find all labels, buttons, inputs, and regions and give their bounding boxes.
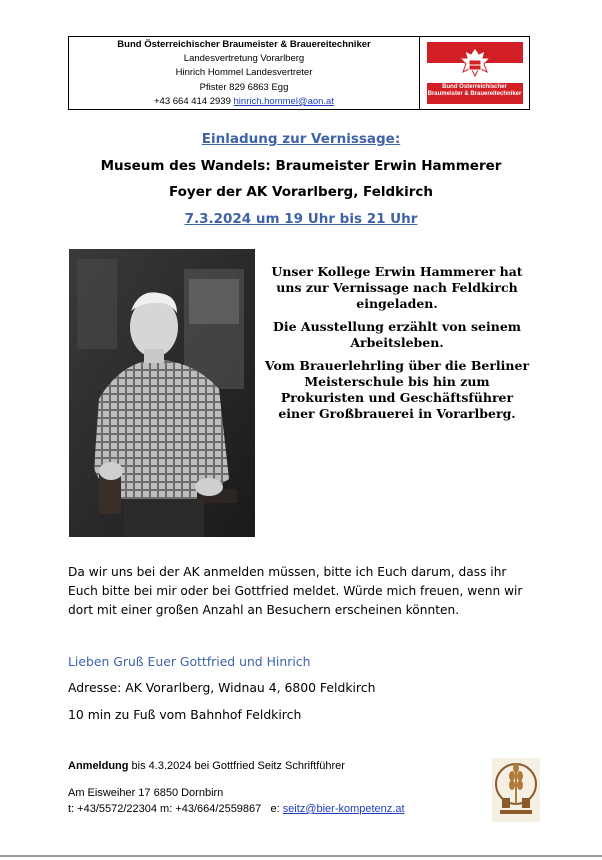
invitation-heading: Einladung zur Vernissage: — [201, 131, 401, 147]
representative: Hinrich Hommel Landesvertreter — [175, 67, 313, 79]
footer-contact — [68, 801, 488, 817]
registration-footer — [68, 758, 488, 817]
event-location: Foyer der AK Vorarlberg, Feldkirch — [168, 184, 434, 200]
intro-paragraph: Vom Brauerlehrling über die Berliner Meisterschule bis hin zum Prokuristen und Geschäftsführer einer Großbrauerei in Vorarlberg. — [264, 358, 530, 421]
registration-line — [68, 758, 488, 774]
intro-paragraph: Die Ausstellung erzählt von seinem Arbeitsleben. — [273, 319, 521, 350]
eagle-emblem-icon — [457, 46, 493, 80]
association-logo — [427, 42, 523, 104]
event-title: Museum des Wandels: Braumeister Erwin Hammerer — [100, 158, 502, 174]
footer-street: Am Eisweiher 17 6850 Dornbirn — [68, 787, 224, 799]
contact-line — [69, 95, 419, 109]
walking-directions: 10 min zu Fuß vom Bahnhof Feldkirch — [68, 707, 302, 722]
wheat-icon — [492, 758, 540, 822]
email-link[interactable]: hinrich.hommel@aon.at — [233, 95, 334, 107]
phone: +43 664 414 2939 — [154, 95, 231, 107]
footer-email-prefix: e: — [270, 803, 283, 815]
venue-address: Adresse: AK Vorarlberg, Widnau 4, 6800 Feldkirch — [68, 680, 376, 695]
intro-text — [262, 264, 532, 429]
greeting: Lieben Gruß Euer Gottfried und Hinrich — [68, 654, 311, 669]
footer-email-link[interactable]: seitz@bier-kompetenz.at — [282, 803, 405, 815]
intro-paragraph: Unser Kollege Erwin Hammerer hat uns zur Vernissage nach Feldkirch eingeladen. — [271, 264, 523, 311]
logo-caption: Bund Österreichischer Braumeister & Brauereitechniker — [427, 84, 522, 97]
wheat-logo — [492, 758, 540, 822]
region: Landesvertretung Vorarlberg — [183, 53, 305, 65]
postal-address: Pfister 829 6863 Egg — [199, 81, 289, 93]
letterhead — [68, 36, 530, 110]
registration-deadline: bis 4.3.2024 bei Gottfried Seitz Schriftführer — [128, 760, 345, 772]
registration-request: Da wir uns bei der AK anmelden müssen, bitte ich Euch darum, dass ihr Euch bitte bei mir oder bei Gottfried meldet. Würde mich freuen, wenn wir dort mit einer großen Anzahl an Besuchern erscheinen könnten. — [68, 565, 523, 617]
event-date: 7.3.2024 um 19 Uhr bis 21 Uhr — [184, 211, 418, 227]
portrait-photo — [69, 249, 255, 537]
registration-label: Anmeldung — [68, 760, 129, 772]
org-name: Bund Österreichischer Braumeister & Brauereitechniker — [117, 39, 371, 50]
letterhead-contact — [69, 37, 420, 109]
letterhead-logo-cell — [420, 37, 529, 109]
page-bottom-rule — [0, 855, 602, 857]
footer-phones: t: +43/5572/22304 m: +43/664/2559867 — [68, 803, 262, 815]
